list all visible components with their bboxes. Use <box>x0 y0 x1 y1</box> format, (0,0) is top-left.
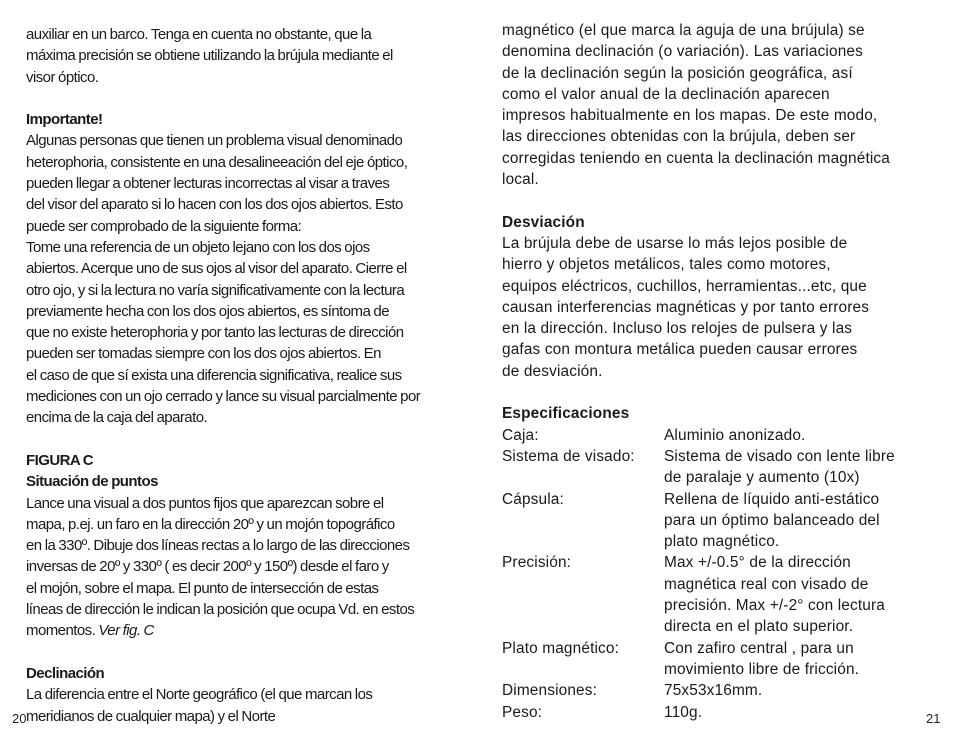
page-number: 20 <box>12 711 27 726</box>
spec-value-line: movimiento libre de fricción. <box>664 660 860 678</box>
text-line: puede ser comprobado de la siguiente forma: <box>26 217 302 235</box>
text-line: pueden ser tomadas siempre con los dos ojos abiertos. En <box>26 345 381 363</box>
text-line: previamente hecha con los dos ojos abiertos, es síntoma de <box>26 302 389 320</box>
deviation-heading: Desviación <box>502 213 585 231</box>
text-line: máxima precisión se obtiene utilizando la brújula mediante el <box>26 47 393 65</box>
spec-row-caja <box>502 425 942 446</box>
spec-label: Precisión: <box>502 554 572 572</box>
right-column-text <box>502 20 942 723</box>
text-line: del visor del aparato si lo hacen con los dos ojos abiertos. Esto <box>26 196 403 214</box>
declination-continued-paragraph <box>502 20 942 190</box>
right-page <box>477 0 954 737</box>
left-column-text <box>26 24 466 727</box>
spec-value-line: 110g. <box>664 703 703 721</box>
specifications-heading: Especificaciones <box>502 405 630 423</box>
spec-row-peso <box>502 702 942 723</box>
spec-value-line: Aluminio anonizado. <box>664 426 806 444</box>
spec-value-line: Rellena de líquido anti-estático <box>664 490 880 508</box>
text-line: magnético (el que marca la aguja de una brújula) se <box>502 22 865 39</box>
text-line: de la declinación según la posición geográfica, así <box>502 64 853 82</box>
spec-value-line: Sistema de visado con lente libre <box>664 447 895 465</box>
text-line: heterophoria, consistente en una desalineeación del eje óptico, <box>26 153 408 171</box>
text-line: hierro y objetos metálicos, tales como motores, <box>502 256 831 274</box>
text-line: gafas con montura metálica pueden causar errores <box>502 341 858 359</box>
spec-label: Cápsula: <box>502 490 564 508</box>
spec-label: Dimensiones: <box>502 682 598 700</box>
text-line: causan interferencias magnéticas y por tanto errores <box>502 298 870 316</box>
spec-value <box>664 425 942 446</box>
text-line: en la dirección. Incluso los relojes de pulsera y las <box>502 320 853 338</box>
figure-reference: Ver fig. C <box>98 622 154 640</box>
text-line: auxiliar en un barco. Tenga en cuenta no obstante, que la <box>26 26 372 43</box>
spec-value-line: directa en el plato superior. <box>664 618 854 636</box>
figure-c-subheading: Situación de puntos <box>26 473 158 491</box>
text-line: Algunas personas que tienen un problema visual denominado <box>26 132 403 150</box>
spec-value-line: de paralaje y aumento (10x) <box>664 469 860 487</box>
text-line <box>26 620 466 641</box>
figure-c-heading: FIGURA C <box>26 451 94 469</box>
figure-c-section <box>26 450 466 642</box>
text-line: impresos habitualmente en los mapas. De este modo, <box>502 107 878 125</box>
spec-value <box>664 702 942 723</box>
text-fragment: momentos. <box>26 622 99 640</box>
spec-value-line: plato magnético. <box>664 533 780 551</box>
text-line: otro ojo, y si la lectura no varía significativamente con la lectura <box>26 281 405 299</box>
spec-label: Sistema de visado: <box>502 447 635 465</box>
text-line: abiertos. Acerque uno de sus ojos al visor del aparato. Cierre el <box>26 260 407 278</box>
text-line: las direcciones obtenidas con la brújula, deben ser <box>502 128 856 146</box>
spec-row-sistema-visado <box>502 446 942 489</box>
text-line: mapa, p.ej. un faro en la dirección 20º y un mojón topográfico <box>26 515 395 533</box>
spec-value <box>664 552 942 637</box>
declination-heading: Declinación <box>26 664 105 682</box>
intro-paragraph <box>26 24 466 88</box>
text-line: líneas de dirección le indican la posición que ocupa Vd. en estos <box>26 601 415 619</box>
text-line: corregidas teniendo en cuenta la declinación magnética <box>502 149 890 167</box>
text-line: mediciones con un ojo cerrado y lance su visual parcialmente por <box>26 388 421 406</box>
declination-section <box>26 663 466 727</box>
spec-value-line: Con zafiro central , para un <box>664 639 854 657</box>
text-line: equipos eléctricos, cuchillos, herramientas...etc, que <box>502 277 867 295</box>
text-line: de desviación. <box>502 362 603 380</box>
spec-value <box>664 680 942 701</box>
text-line: el mojón, sobre el mapa. El punto de intersección de estas <box>26 579 379 597</box>
deviation-section <box>502 212 942 382</box>
text-line: Lance una visual a dos puntos fijos que aparezcan sobre el <box>26 494 384 512</box>
text-line: encima de la caja del aparato. <box>26 409 208 427</box>
spec-label: Plato magnético: <box>502 639 620 657</box>
spec-row-dimensiones <box>502 680 942 701</box>
spec-row-precision <box>502 552 942 637</box>
spec-value-line: Max +/-0.5° de la dirección <box>664 554 851 572</box>
spec-value-line: precisión. Max +/-2° con lectura <box>664 597 885 615</box>
spec-value <box>664 489 942 553</box>
text-line: en la 330º. Dibuje dos líneas rectas a lo largo de las direcciones <box>26 537 410 555</box>
spec-label: Peso: <box>502 703 543 721</box>
spec-row-capsula <box>502 489 942 553</box>
text-line: local. <box>502 171 539 189</box>
text-line: el caso de que sí exista una diferencia significativa, realice sus <box>26 366 402 384</box>
text-line: meridianos de cualquier mapa) y el Norte <box>26 707 276 725</box>
spec-row-plato-magnetico <box>502 638 942 681</box>
text-line: visor óptico. <box>26 68 99 86</box>
important-section <box>26 109 466 428</box>
text-line: denomina declinación (o variación). Las variaciones <box>502 43 863 61</box>
spec-value <box>664 446 942 489</box>
text-line: La diferencia entre el Norte geográfico (el que marcan los <box>26 686 373 704</box>
important-heading: Importante! <box>26 111 103 129</box>
text-line: pueden llegar a obtener lecturas incorrectas al visar a traves <box>26 175 390 193</box>
text-line: que no existe heterophoria y por tanto las lecturas de dirección <box>26 324 404 342</box>
text-line: como el valor anual de la declinación aparecen <box>502 85 830 103</box>
spec-value-line: magnética real con visado de <box>664 575 869 593</box>
spec-value-line: para un óptimo balanceado del <box>664 511 880 529</box>
spec-value-line: 75x53x16mm. <box>664 682 763 700</box>
spec-label: Caja: <box>502 426 539 444</box>
text-line: La brújula debe de usarse lo más lejos posible de <box>502 234 848 252</box>
text-line: Tome una referencia de un objeto lejano con los dos ojos <box>26 238 370 256</box>
page-number: 21 <box>926 711 941 726</box>
spec-value <box>664 638 942 681</box>
text-line: inversas de 20º y 330º ( es decir 200º y 150º) desde el faro y <box>26 558 389 576</box>
specifications-section <box>502 403 942 722</box>
